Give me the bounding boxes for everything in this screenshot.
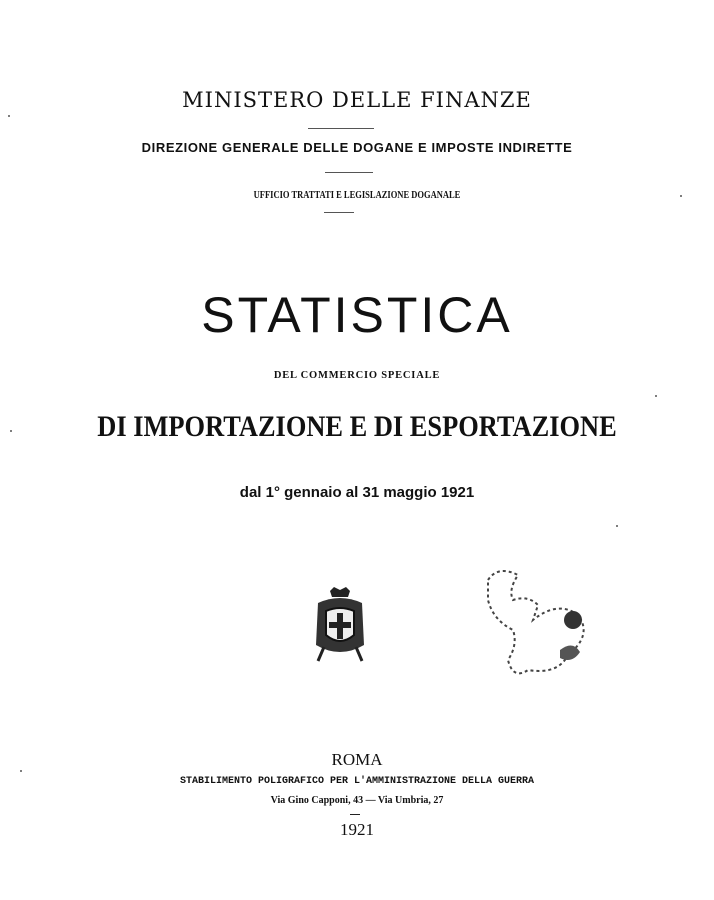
coat-of-arms-icon xyxy=(312,585,368,665)
imprint-year: 1921 xyxy=(340,820,374,839)
divider xyxy=(308,128,374,129)
speck xyxy=(680,195,682,197)
imprint-address: Via Gino Capponi, 43 — Via Umbria, 27 xyxy=(270,795,444,806)
period: dal 1° gennaio al 31 maggio 1921 xyxy=(239,484,475,501)
imprint-printer: STABILIMENTO POLIGRAFICO PER L'AMMINISTRAZIONE DELLA GUERRA xyxy=(179,776,535,787)
divider xyxy=(324,212,354,213)
speck xyxy=(20,770,22,772)
document-title: STATISTICA xyxy=(201,287,513,343)
speck xyxy=(8,115,10,117)
speck xyxy=(616,525,618,527)
imprint-city: ROMA xyxy=(331,750,383,769)
subtitle-large: DI IMPORTAZIONE E DI ESPORTAZIONE xyxy=(97,410,617,443)
speck xyxy=(655,395,657,397)
directorate-heading: DIREZIONE GENERALE DELLE DOGANE E IMPOSTE INDIRETTE xyxy=(141,140,573,155)
ink-stain xyxy=(468,560,618,690)
ministry-heading: MINISTERO DELLE FINANZE xyxy=(182,88,532,112)
divider xyxy=(325,172,373,173)
subtitle-small: DEL COMMERCIO SPECIALE xyxy=(273,370,441,381)
speck xyxy=(10,430,12,432)
divider xyxy=(350,814,360,815)
office-heading: UFFICIO TRATTATI E LEGISLAZIONE DOGANALE xyxy=(253,190,461,201)
